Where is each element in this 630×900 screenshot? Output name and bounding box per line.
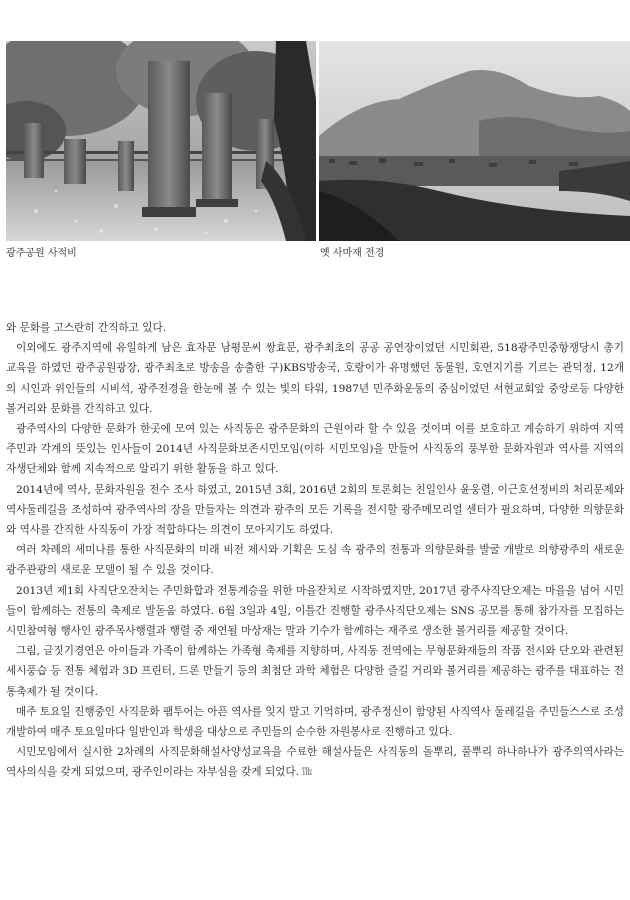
paragraph: 와 문화를 고스란히 간직하고 있다. — [6, 322, 167, 334]
article-body — [6, 318, 624, 784]
photo-caption: 옛 사마재 전경 — [320, 248, 385, 259]
paragraph: 광주역사의 다양한 문화가 한곳에 모여 있는 사직동은 광주문화의 근원이라 할 수 있을 것이며 이를 보호하고 계승하기 위하여 지역주민과 각계의 뜻있는 인사들이 2014년 사직문화보존시민모임(이하 시민모임)을 만들어 사직동의 풍부한 문화자원과 역사를 지역의 자생단체와 함께 지속적으로 알리기 위한 활동을 하고 있다. — [6, 423, 624, 476]
monument-photo-image — [6, 41, 316, 241]
panorama-photo-image — [319, 41, 630, 241]
paragraph: 2014년에 역사, 문화자원을 전수 조사 하였고, 2015년 3회, 2016년 2회의 토론회는 친일인사 윤웅렬, 이근호선정비의 처리문제와 역사둘레길을 조성하여 광주역사의 장을 만들자는 의견과 광주의 모든 기록을 전시할 광주메모리얼 센터가 필요하며, 다양한 의향문화와 역사를 간직한 사직동이 가장 적합하다는 의견이 모아지기도 하였다. — [6, 483, 624, 537]
paragraph: 매주 토요일 진행중인 사직문화 팸투어는 아픈 역사를 잊지 말고 기억하며, 광주정신이 함양된 사직역사 둘레길을 주민들스스로 조성 개발하여 매주 토요일마다 일반인과 학생을 대상으로 주민들의 순수한 자원봉사로 진행하고 있다. — [6, 705, 624, 739]
paragraph: 이외에도 광주지역에 유일하게 남은 효자문 남평문씨 쌍효문, 광주최초의 공공 공연장이었던 시민회관, 518광주민중항쟁당시 총기교육을 하였던 광주공원광장, 광주최초로 방송을 송출한 구)KBS방송국, 호랑이가 유명했던 동물원, 호연지기를 기르는 관덕정, 12개의 시인과 위인들의 시비석, 광주전경을 한눈에 볼 수 있는 빛의 타워, 1987년 민주화운동의 중심이었던 서현교회앞 중앙로등 다양한 볼거리와 문화를 간직하고 있다. — [6, 342, 624, 415]
photo-caption: 광주공원 사적비 — [6, 248, 77, 259]
paragraph: 그림, 글짓기경연은 아이들과 가족이 함께하는 가족형 축제를 지향하며, 사직동 전역에는 무형문화재들의 작품 전시와 단오와 관련된 세시풍습 등 전통 체험과 3D 프린터, 드론 만들기 등의 최첨단 과학 체험은 다양한 즐길 거리와 볼거리를 제공하는 광주를 대표하는 전통축제가 될 것이다. — [6, 645, 624, 698]
end-mark: ㎔ — [302, 767, 313, 779]
paragraph: 2013년 제1회 사직단오잔치는 주민화합과 전통계승을 위한 마을잔치로 시작하였지만, 2017년 광주사직단오제는 마을을 넘어 시민들이 함께하는 전통의 축제로 발돋움 하였다. 6월 3일과 4일, 이틀간 진행할 광주사직단오제는 SNS 공모를 통해 참가자를 모집하는 시민참여형 행사인 광주목사행렬과 행렬 중 재연될 마상재는 말과 기수가 함께하는 재주로 생소한 볼거리를 제공할 것이다. — [6, 584, 624, 638]
photo-samajae-view — [319, 41, 630, 241]
paragraph-last — [6, 742, 624, 783]
photo-gwangju-park-monument — [6, 41, 316, 241]
paragraph: 여러 차례의 세미나를 통한 사직문화의 미래 비전 제시와 기획은 도심 속 광주의 전통과 의향문화를 발굴 개발로 의향광주의 새로운 광주관광의 새로운 모델이 될 수 있을 것이다. — [6, 544, 624, 577]
paragraph-text: 시민모임에서 실시한 2차례의 사직문화해설사양성교육을 수료한 해설사들은 사직동의 돌뿌리, 풀뿌리 하나하나가 광주의역사라는 역사의식을 갖게 되었으며, 광주인이라는 자부심을 갖게 되었다. — [6, 746, 624, 779]
